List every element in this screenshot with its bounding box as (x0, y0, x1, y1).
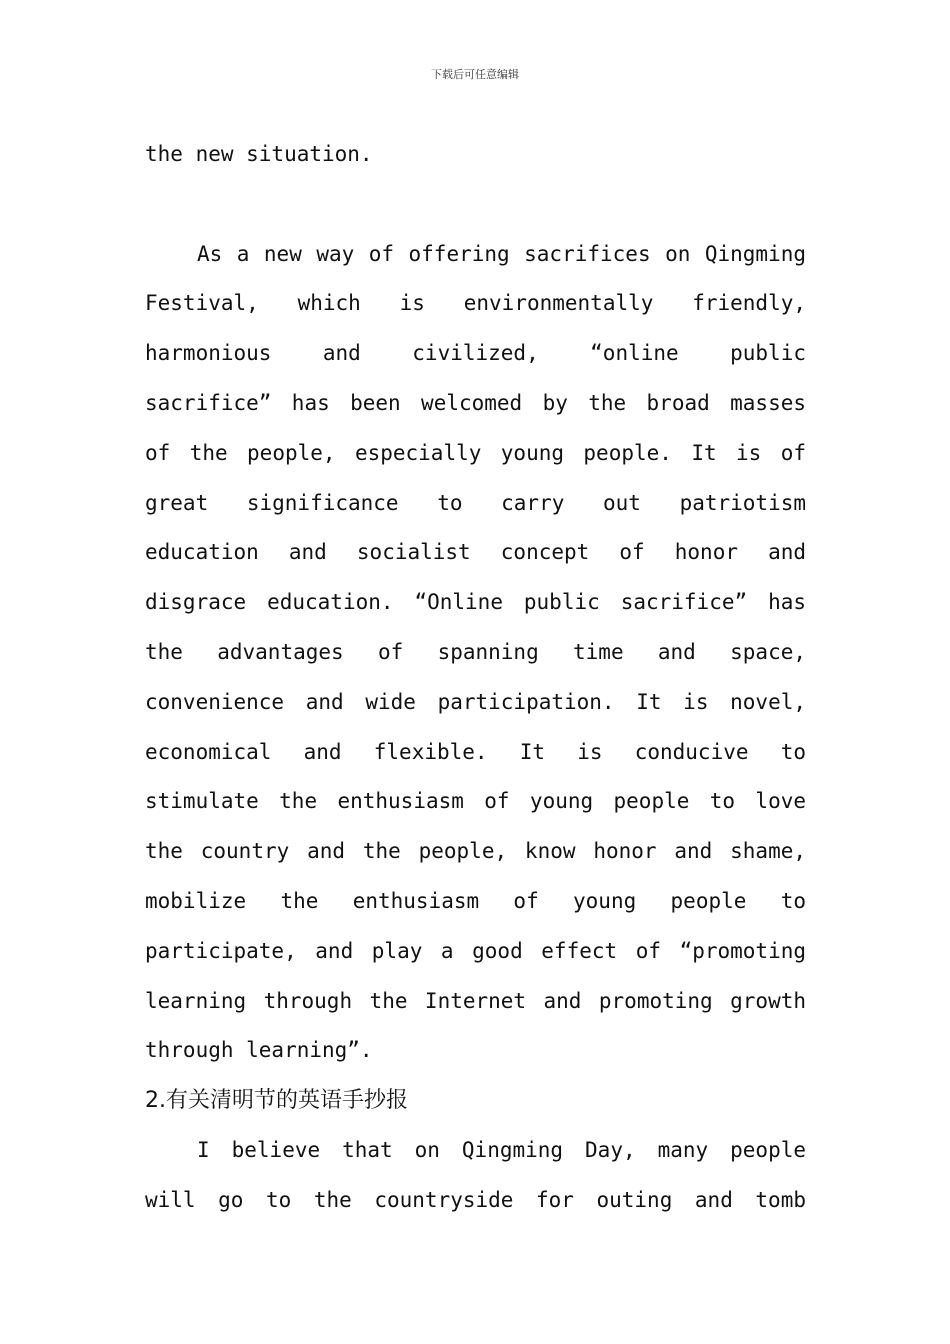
text-line: of the people, especially young people. It is of (145, 440, 806, 465)
text-line: mobilize the enthusiasm of young people to (145, 888, 806, 913)
text-line: As a new way of offering sacrifices on Qingming (197, 241, 806, 266)
text-line: Festival, which is environmentally friendly, (145, 291, 806, 316)
paragraph-online-sacrifice (145, 230, 806, 1077)
text-line: participate, and play a good effect of “promoting (145, 938, 806, 963)
text-line: learning through the Internet and promoting growth (145, 988, 806, 1013)
text-line: economical and flexible. It is conducive to (145, 739, 806, 764)
text-line: great significance to carry out patriotism (145, 490, 806, 515)
text-line: the country and the people, know honor and shame, (145, 839, 806, 864)
text-line: convenience and wide participation. It is novel, (145, 689, 806, 714)
text-line: education and socialist concept of honor and (145, 540, 806, 565)
text-line: the advantages of spanning time and space, (145, 639, 806, 664)
text-line: the new situation. (145, 142, 373, 166)
text-line: harmonious and civilized, “online public (145, 341, 806, 366)
text-line: through learning”. (145, 1038, 373, 1063)
paragraph-qingming-day (145, 1126, 806, 1226)
document-body (145, 130, 806, 1226)
text-line: disgrace education. “Online public sacrifice” has (145, 590, 806, 615)
text-line: will go to the countryside for outing and tomb (145, 1187, 806, 1212)
text-line: I believe that on Qingming Day, many people (197, 1137, 806, 1162)
section-heading: 2.有关清明节的英语手抄报 (145, 1088, 408, 1114)
page-header: 下载后可任意编辑 (431, 68, 519, 81)
text-line: stimulate the enthusiasm of young people to love (145, 789, 806, 814)
paragraph-gap (145, 180, 806, 230)
text-line: sacrifice” has been welcomed by the broad masses (145, 390, 806, 415)
paragraph-continuation (145, 130, 806, 180)
